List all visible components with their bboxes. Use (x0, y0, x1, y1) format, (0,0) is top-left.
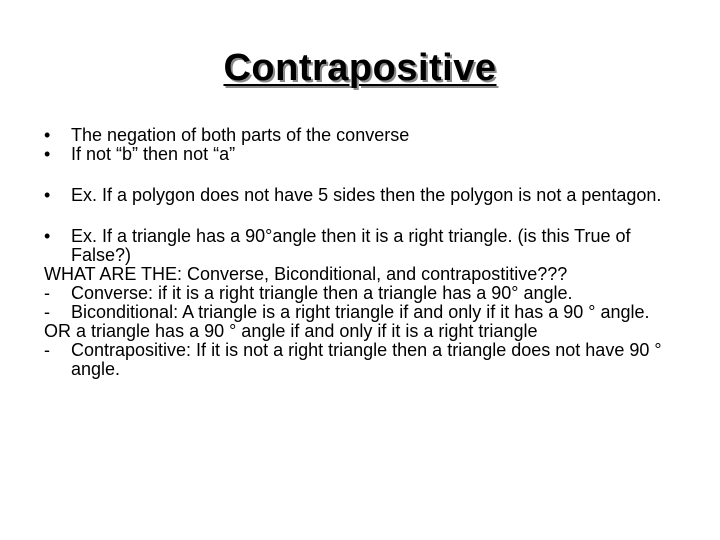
bullet-marker: • (44, 185, 51, 205)
biconditional-text: Biconditional: A triangle is a right triangle if and only if it has a 90 ° angle. (71, 302, 650, 322)
bullet-item (44, 186, 684, 205)
slide-body (44, 126, 684, 379)
bullet-text: If not “b” then not “a” (71, 144, 236, 164)
bullet-item (44, 126, 684, 145)
or-line: OR a triangle has a 90 ° angle if and only if it is a right triangle (44, 321, 538, 341)
bullet-text-example-polygon: Ex. If a polygon does not have 5 sides then the polygon is not a pentagon. (71, 185, 662, 205)
dash-marker: - (44, 340, 50, 360)
bullet-marker: • (44, 226, 51, 246)
slide-title: Contrapositive (223, 47, 497, 89)
dash-item-converse (44, 284, 684, 303)
bullet-text: The negation of both parts of the converse (71, 125, 410, 145)
dash-item-biconditional (44, 303, 684, 322)
question-line: WHAT ARE THE: Converse, Biconditional, and contrapostitive??? (44, 264, 568, 284)
dash-item-contrapositive (44, 341, 684, 379)
bullet-item (44, 145, 684, 164)
bullet-item (44, 227, 684, 265)
bullet-marker: • (44, 144, 51, 164)
contrapositive-text: Contrapositive: If it is not a right triangle then a triangle does not have 90 ° angle. (71, 340, 662, 379)
bullet-marker: • (44, 125, 51, 145)
dash-marker: - (44, 283, 50, 303)
dash-marker: - (44, 302, 50, 322)
bullet-text-example-triangle: Ex. If a triangle has a 90°angle then it is a right triangle. (is this True of False?) (71, 226, 631, 265)
converse-text: Converse: if it is a right triangle then a triangle has a 90° angle. (71, 283, 573, 303)
